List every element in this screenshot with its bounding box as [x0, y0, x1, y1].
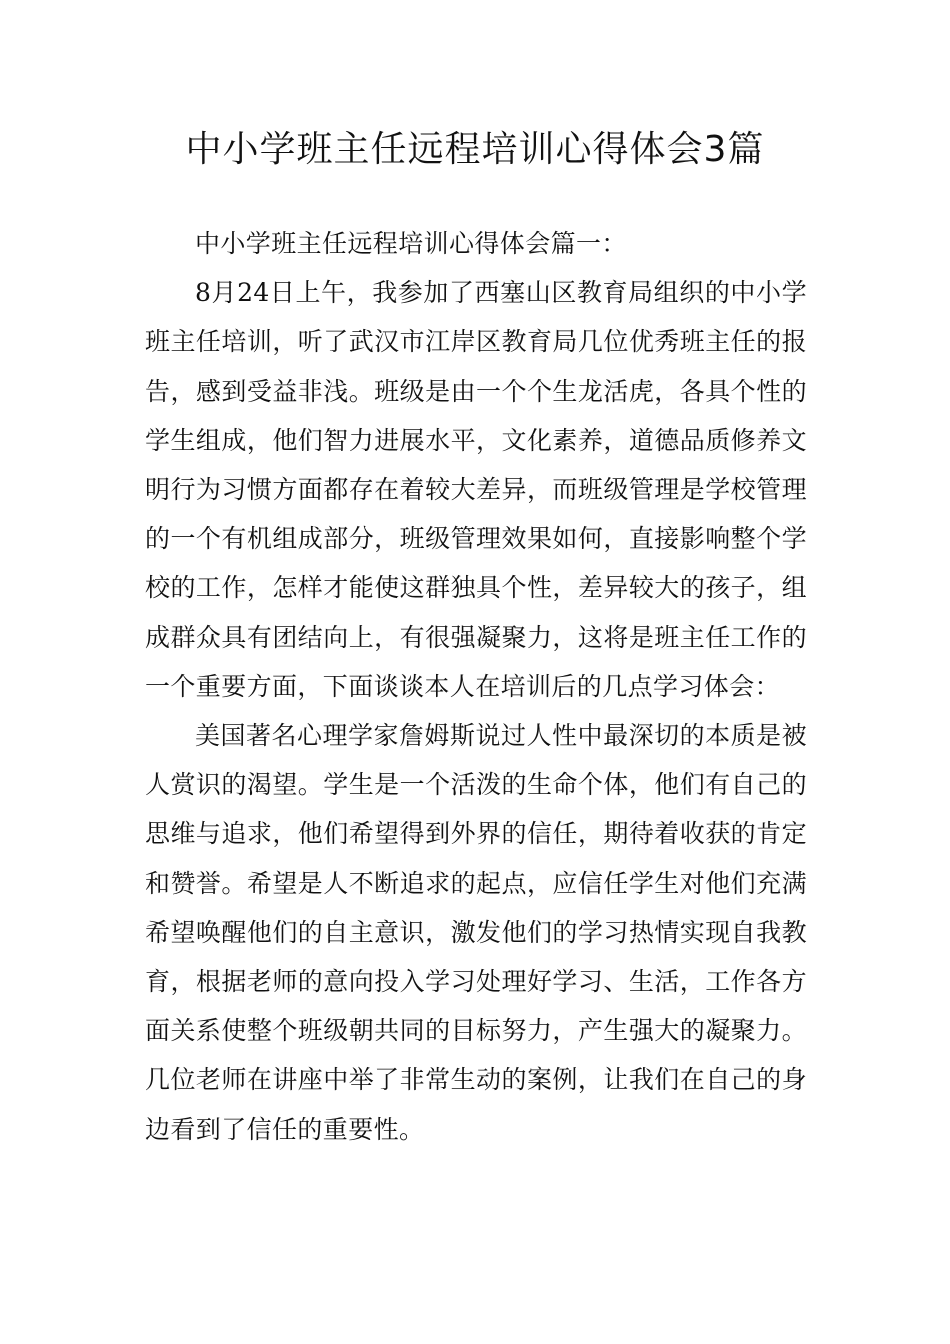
document-title: 中小学班主任远程培训心得体会3篇: [185, 129, 765, 170]
section-heading-paragraph: 中小学班主任远程培训心得体会篇一：: [195, 229, 627, 258]
body-paragraph: 8月24日上午，我参加了西塞山区教育局组织的中小学班主任培训，听了武汉市江岸区教育局几位优秀班主任的报告，感到受益非浅。班级是由一个个生龙活虎，各具个性的学生组成，他们智力进展水平，文化素养，道德品质修养文明行为习惯方面都存在着较大差异，而班级管理是学校管理的一个有机组成部分，班级管理效果如何，直接影响整个学校的工作，怎样才能使这群独具个性，差异较大的孩子，组成群众具有团结向上，有很强凝聚力，这将是班主任工作的一个重要方面，下面谈谈本人在培训后的几点学习体会：: [145, 278, 807, 701]
document-body: [145, 219, 807, 1154]
body-paragraph: 美国著名心理学家詹姆斯说过人性中最深切的本质是被人赏识的渴望。学生是一个活泼的生命个体，他们有自己的思维与追求，他们希望得到外界的信任，期待着收获的肯定和赞誉。希望是人不断追求的起点，应信任学生对他们充满希望唤醒他们的自主意识，激发他们的学习热情实现自我教育，根据老师的意向投入学习处理好学习、生活，工作各方面关系使整个班级朝共同的目标努力，产生强大的凝聚力。几位老师在讲座中举了非常生动的案例，让我们在自己的身边看到了信任的重要性。: [145, 721, 807, 1144]
